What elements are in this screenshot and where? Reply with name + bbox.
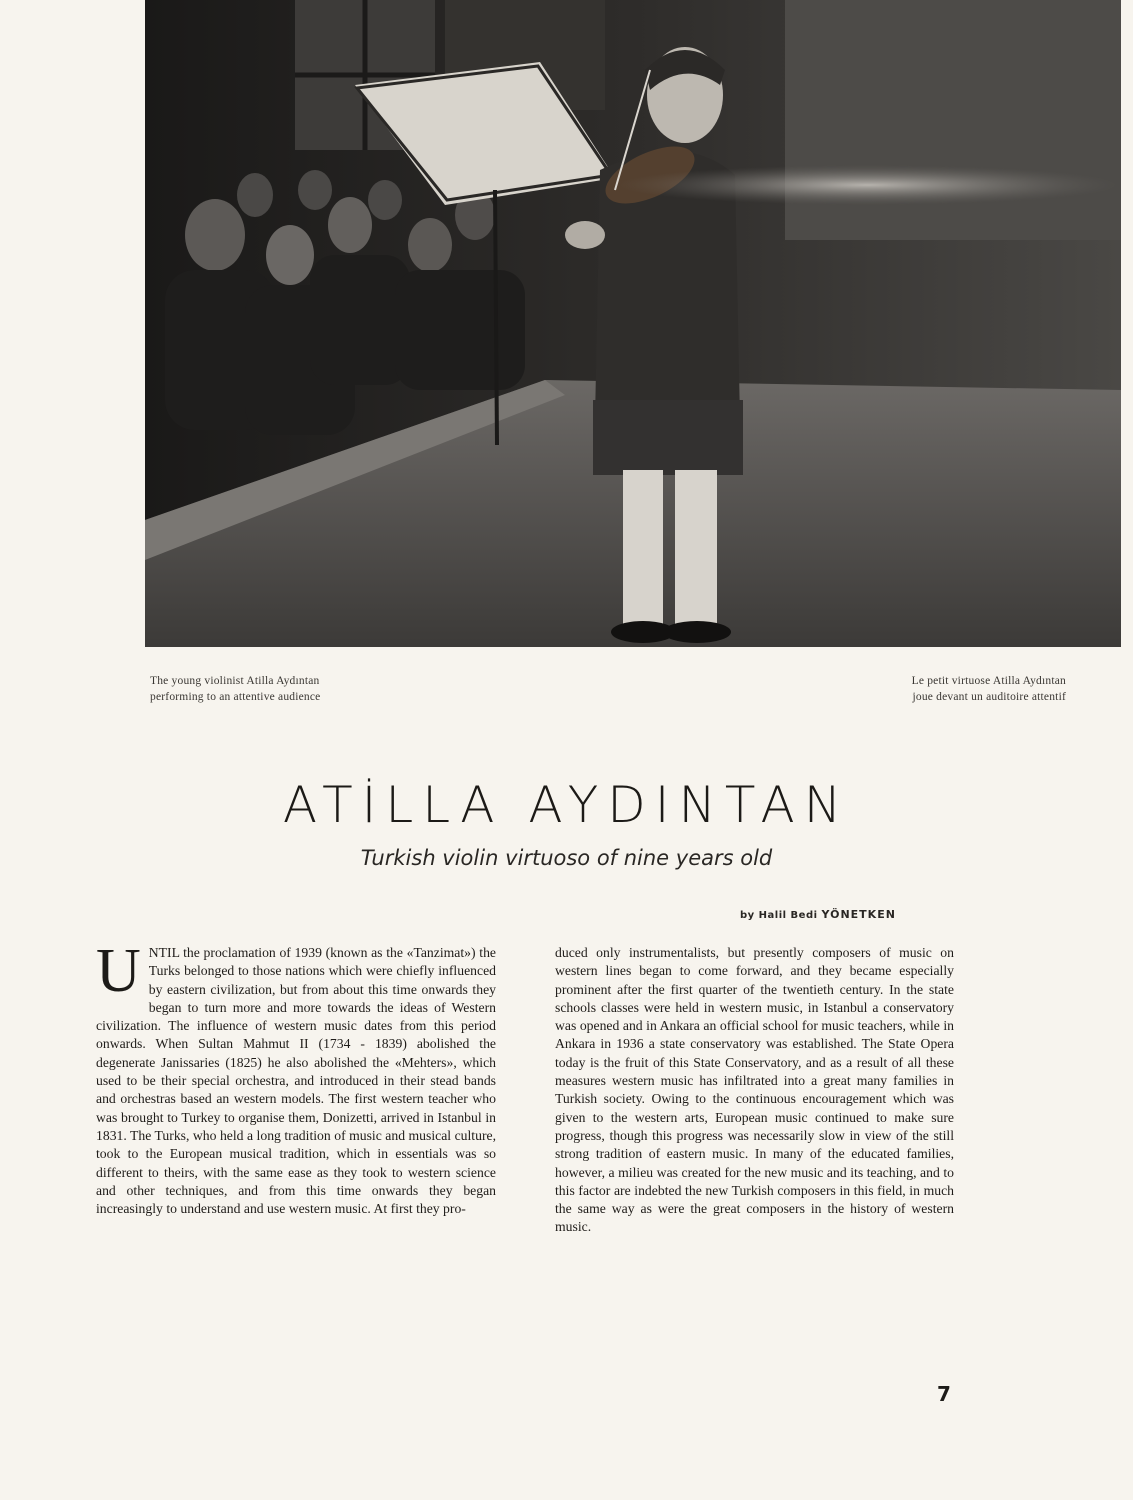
caption-english [150,673,321,705]
dropcap: U [96,937,141,1005]
column-right-text: duced only instrumentalists, but presently composers of music on western lines began to come forward, and they became especially prominent after the first quarter of the twentieth century. In the state schools classes were held in western music, in Istanbul a conservatory was opened and in Ankara an official school for music teachers, while in Ankara in 1936 a state conservatory was established. The State Opera today is the fruit of this State Conservatory, and as a result of all these measures western music has infiltrated into a great many families in Turkish society. Owing to the continuous encouragement which was given to the western arts, European music continued to make sure progress, though this progress was necessarily slow in view of the still strong tradition of eastern music. In many of the educated families, however, a milieu was created for the new music and its teaching, and to this factor are indebted the new Turkish composers in this field, in much the same way as were the great composers in the history of western music. [555,945,954,1235]
violinist-photo [145,0,1121,647]
article-column-right [555,944,954,1237]
page-number: 7 [937,1382,951,1406]
byline-name: YÖNETKEN [821,908,896,921]
byline-prefix: by Halil Bedi [740,910,818,921]
article-column-left [96,937,496,1218]
column-left-text: NTIL the proclamation of 1939 (known as the «Tanzimat») the Turks belonged to those nations which were chiefly influenced by eastern civilization, but from about this time onwards they began to turn more and more towards the ideas of Western civilization. The influence of western music dates from this period onwards. When Sultan Mahmut II (1734 - 1839) abolished the degenerate Janissaries (1825) he also abolished the «Mehters», which used to be their special orchestra, and introduced in their stead bands and orchestras based an western models. The first western teacher who was brought to Turkey to organise them, Donizetti, arrived in Istanbul in 1831. The Turks, who held a long tradition of music and musical culture, took to the European musical tradition, which in essentials was so different to theirs, with the same ease as they took to western science and other techniques, and from this time onwards they began increasingly to understand and use western music. At first they pro- [96,945,496,1217]
article-subtitle: Turkish violin virtuoso of nine years old [360,846,773,870]
caption-english-line-2: performing to an attentive audience [150,691,321,703]
article-title: ATİLLA AYDINTAN [282,776,851,834]
caption-french-line-1: Le petit virtuose Atilla Aydıntan [911,675,1066,687]
concert-photo-icon [145,0,1121,647]
byline [740,908,896,921]
caption-french-line-2: joue devant un auditoire attentif [912,691,1066,703]
caption-french [912,673,1066,705]
caption-english-line-1: The young violinist Atilla Aydıntan [150,675,320,687]
